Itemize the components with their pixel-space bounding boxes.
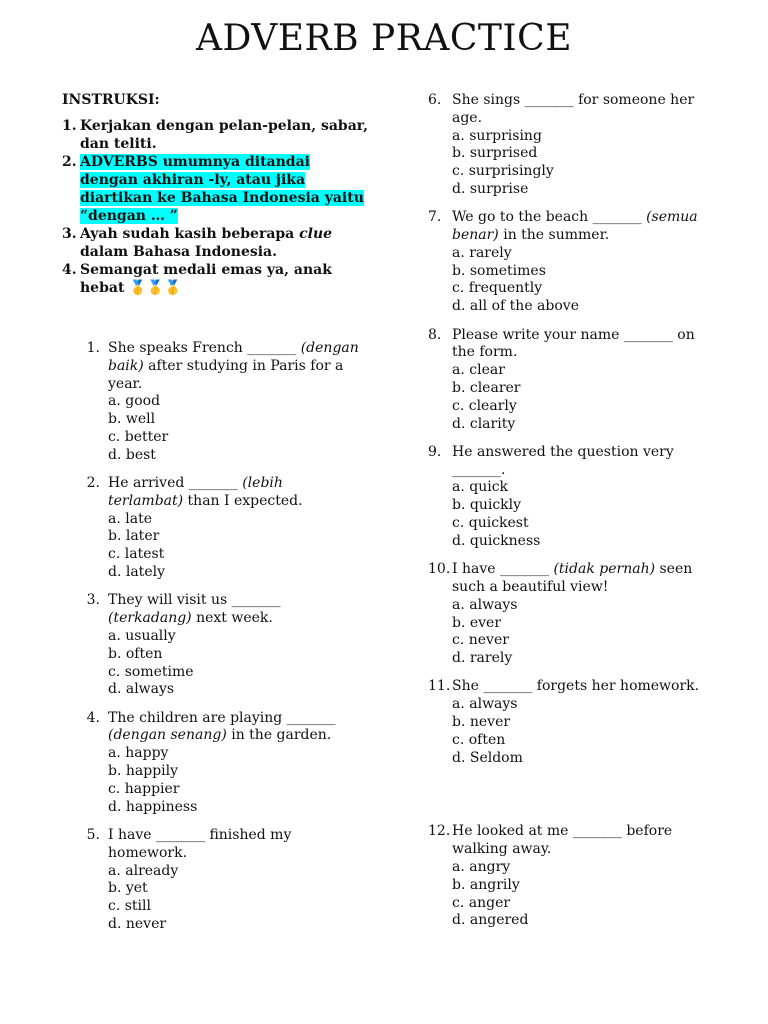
question-6 (428, 92, 708, 199)
question-hint: (dengan baik) (108, 340, 359, 374)
page-title: ADVERB PRACTICE (196, 18, 572, 59)
question-number: 10. (428, 561, 451, 578)
question-body (452, 444, 708, 551)
instruction-number: 2. (62, 154, 77, 170)
answer-option: a. angry (452, 858, 511, 875)
answer-option: a. already (108, 862, 179, 879)
answer-option: c. frequently (452, 280, 543, 297)
question-number: 2. (86, 475, 100, 492)
answer-option: b. yet (108, 880, 148, 897)
answer-option: d. happiness (108, 798, 198, 815)
answer-option: c. anger (452, 894, 511, 911)
answer-option: a. quick (452, 479, 509, 496)
instruction-item (62, 153, 372, 225)
question-hint: (semua benar) (452, 209, 698, 244)
answer-option: b. later (108, 528, 160, 545)
instructions-list (62, 117, 372, 297)
answer-option: a. always (452, 596, 518, 613)
answer-option: a. surprising (452, 127, 542, 144)
question-stem: They will visit us _______ (terkadang) next week. (108, 592, 281, 627)
answer-option: a. usually (108, 627, 176, 644)
answer-option: c. happier (108, 780, 180, 797)
answer-option: d. always (108, 681, 175, 698)
question-stem: She speaks French _______ (dengan baik) after studying in Paris for a year. (108, 340, 359, 392)
question-number: 3. (86, 592, 100, 609)
question-stem: I have _______ (tidak pernah) seen such a beautiful view! (452, 561, 693, 595)
answer-option: b. often (108, 645, 163, 662)
answer-option: d. never (108, 915, 167, 932)
question-number: 8. (428, 326, 442, 343)
question-hint: (terkadang) (108, 610, 192, 627)
question-body (108, 340, 362, 465)
answer-option: b. quickly (452, 497, 522, 514)
question-number: 5. (86, 826, 100, 843)
question-body (452, 823, 708, 930)
answer-option: a. good (108, 393, 161, 410)
instruction-item (62, 225, 372, 261)
instruction-number: 3. (62, 226, 77, 242)
highlighted-instruction-text: ADVERBS umumnya ditandai dengan akhiran -ly, atau jika diartikan ke Bahasa Indonesia yaitu “dengan … ” (80, 154, 364, 224)
question-5 (62, 827, 362, 934)
question-body (452, 209, 708, 316)
answer-option: d. Seldom (452, 749, 523, 766)
answer-option: c. better (108, 428, 169, 445)
question-stem: She sings _______ for someone her age. (452, 92, 695, 126)
question-hint: (tidak pernah) (553, 561, 656, 578)
answer-option: d. lately (108, 564, 165, 581)
answer-option: b. sometimes (452, 262, 546, 279)
instruction-text: Semangat medali emas ya, anak hebat 🥇🥇🥇 (80, 262, 332, 296)
instruction-number: 1. (62, 118, 77, 134)
answer-option: a. clear (452, 362, 505, 379)
instructions-heading: INSTRUKSI: (62, 92, 160, 108)
question-body (452, 678, 699, 767)
answer-option: c. sometime (108, 663, 194, 680)
answer-option: d. surprise (452, 180, 529, 197)
question-stem: He answered the question very _______. (452, 443, 674, 478)
answer-option: d. all of the above (452, 298, 579, 315)
question-stem: We go to the beach _______ (semua benar) in the summer. (452, 209, 698, 244)
answer-option: b. angrily (452, 876, 520, 893)
instruction-text: Ayah sudah kasih beberapa clue dalam Bahasa Indonesia. (80, 226, 333, 260)
instruction-number: 4. (62, 262, 77, 278)
answer-option: c. surprisingly (452, 163, 554, 180)
answer-option: b. happily (108, 763, 179, 780)
instructions-section (62, 92, 372, 297)
question-stem: He arrived _______ (lebih terlambat) than I expected. (108, 475, 303, 509)
answer-option: c. still (108, 898, 151, 915)
questions-right-column (428, 92, 708, 941)
question-body (108, 475, 362, 582)
question-stem: Please write your name _______ on the form. (452, 326, 695, 361)
question-number: 12. (428, 823, 451, 840)
question-hint: (dengan senang) (108, 727, 227, 744)
answer-option: d. clarity (452, 415, 516, 432)
answer-option: b. well (108, 411, 156, 428)
question-body (452, 561, 708, 668)
question-4 (62, 710, 362, 817)
answer-option: d. best (108, 446, 156, 463)
question-2 (62, 475, 362, 582)
question-number: 4. (86, 709, 100, 726)
answer-option: b. ever (452, 614, 502, 631)
question-number: 11. (428, 678, 451, 695)
question-8 (428, 327, 708, 434)
answer-option: c. latest (108, 546, 165, 563)
answer-option: d. angered (452, 912, 529, 929)
answer-option: a. rarely (452, 244, 512, 261)
question-9 (428, 444, 708, 551)
question-10 (428, 561, 708, 668)
question-12 (428, 823, 708, 930)
question-body (108, 592, 362, 699)
question-hint: (lebih terlambat) (108, 475, 283, 509)
question-body (452, 92, 708, 199)
answer-option: c. quickest (452, 515, 529, 532)
question-number: 6. (428, 92, 442, 108)
question-1 (62, 340, 362, 465)
question-11 (428, 678, 708, 767)
question-stem: She _______ forgets her homework. (452, 678, 700, 695)
question-stem: The children are playing _______ (dengan senang) in the garden. (108, 709, 336, 744)
question-number: 9. (428, 443, 442, 460)
instruction-item (62, 261, 372, 297)
answer-option: a. happy (108, 745, 169, 762)
instruction-text: Kerjakan dengan pelan-pelan, sabar, dan teliti. (80, 118, 369, 152)
answer-option: a. always (452, 696, 518, 713)
question-stem: He looked at me _______ before walking away. (452, 823, 673, 858)
answer-option: b. surprised (452, 145, 538, 162)
answer-option: c. never (452, 632, 509, 649)
answer-option: d. rarely (452, 650, 513, 667)
question-number: 7. (428, 209, 442, 226)
answer-option: a. late (108, 510, 152, 527)
answer-option: c. often (452, 731, 506, 748)
answer-option: b. clearer (452, 379, 521, 396)
instruction-item (62, 117, 372, 153)
answer-option: c. clearly (452, 397, 517, 414)
question-3 (62, 592, 362, 699)
question-body (108, 827, 362, 934)
question-body (452, 327, 708, 434)
question-number: 1. (86, 340, 100, 356)
answer-option: d. quickness (452, 532, 541, 549)
question-stem: I have _______ finished my homework. (108, 826, 292, 861)
question-body (108, 710, 362, 817)
question-7 (428, 209, 708, 316)
answer-option: b. never (452, 714, 511, 730)
questions-left-column (62, 340, 362, 944)
